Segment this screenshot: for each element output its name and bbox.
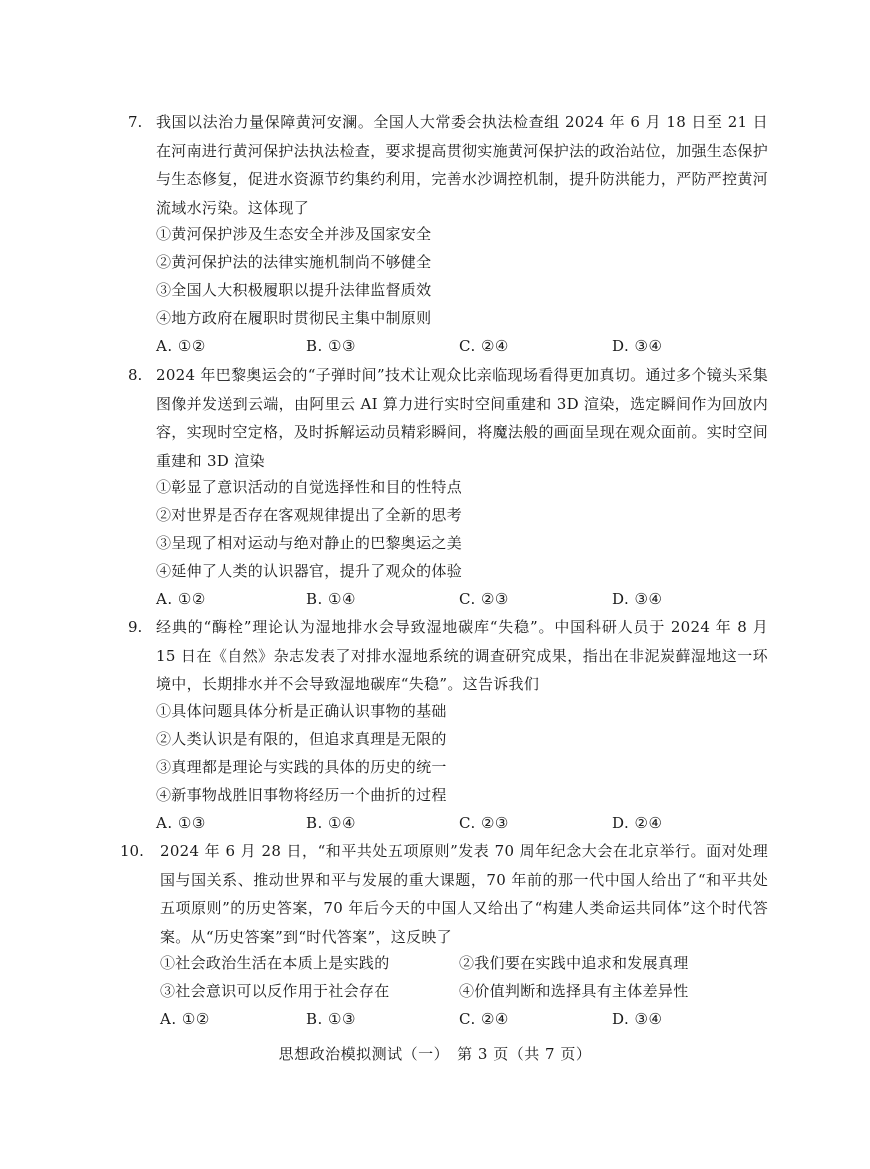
choice-d: D. ③④ (612, 1010, 663, 1028)
choice-d: D. ③④ (612, 590, 663, 608)
question-number: 9. (128, 618, 143, 636)
choice-a: A. ①② (156, 337, 206, 355)
choice-b: B. ①④ (306, 590, 356, 608)
question-number: 7. (128, 113, 143, 131)
statement-4: ④新事物战胜旧事物将经历一个曲折的过程 (156, 786, 447, 804)
choice-b: B. ①③ (306, 1010, 356, 1028)
choice-d: D. ②④ (612, 814, 663, 832)
choice-d: D. ③④ (612, 337, 663, 355)
statement-2: ②对世界是否存在客观规律提出了全新的思考 (156, 506, 463, 524)
question-stem: 经典的“酶栓”理论认为湿地排水会导致湿地碳库“失稳”。中国科研人员于 2024 年 8 月 15 日在《自然》杂志发表了对排水湿地系统的调查研究成果，指出在非泥炭藓湿地这一环境中，长期排水并不会导致湿地碳库“失稳”。这告诉我们 (156, 618, 768, 693)
question-stem: 2024 年巴黎奥运会的“子弹时间”技术让观众比亲临现场看得更加真切。通过多个镜头采集图像并发送到云端，由阿里云 AI 算力进行实时空间重建和 3D 渲染，选定瞬间作为回放内容，实现时空定格，及时拆解运动员精彩瞬间，将魔法般的画面呈现在观众面前。实时空间重建和 3D 渲染 (156, 366, 769, 470)
choice-c: C. ②③ (459, 590, 509, 608)
statement-2: ②黄河保护法的法律实施机制尚不够健全 (156, 253, 432, 271)
choice-a: A. ①② (160, 1010, 210, 1028)
statement-1: ①社会政治生活在本质上是实践的 (160, 954, 390, 972)
statement-3: ③社会意识可以反作用于社会存在 (160, 982, 390, 1000)
statement-1: ①彰显了意识活动的自觉选择性和目的性特点 (156, 478, 463, 496)
question-number: 10. (120, 842, 144, 860)
choice-c: C. ②④ (459, 337, 509, 355)
choice-c: C. ②③ (459, 814, 509, 832)
statement-3: ③呈现了相对运动与绝对静止的巴黎奥运之美 (156, 534, 463, 552)
statement-4: ④地方政府在履职时贯彻民主集中制原则 (156, 309, 432, 327)
question-stem: 我国以法治力量保障黄河安澜。全国人大常委会执法检查组 2024 年 6 月 18 日至 21 日在河南进行黄河保护法执法检查，要求提高贯彻实施黄河保护法的政治站位，加强生态保护与生态修复，促进水资源节约集约利用，完善水沙调控机制，提升防洪能力，严防严控黄河流域水污染。这体现了 (156, 113, 769, 217)
statement-3: ③全国人大积极履职以提升法律监督质效 (156, 281, 432, 299)
choice-a: A. ①③ (156, 814, 206, 832)
statement-2: ②我们要在实践中追求和发展真理 (459, 954, 689, 972)
statement-1: ①黄河保护涉及生态安全并涉及国家安全 (156, 225, 432, 243)
page-footer: 思想政治模拟测试（一） 第 3 页（共 7 页） (278, 1045, 592, 1063)
statement-1: ①具体问题具体分析是正确认识事物的基础 (156, 702, 447, 720)
statement-3: ③真理都是理论与实践的具体的历史的统一 (156, 758, 447, 776)
choice-b: B. ①④ (306, 814, 356, 832)
statement-2: ②人类认识是有限的，但追求真理是无限的 (156, 730, 447, 748)
choice-b: B. ①③ (306, 337, 356, 355)
choice-c: C. ②④ (459, 1010, 509, 1028)
statement-4: ④延伸了人类的认识器官，提升了观众的体验 (156, 562, 463, 580)
question-number: 8. (128, 366, 143, 384)
statement-4: ④价值判断和选择具有主体差异性 (459, 982, 689, 1000)
question-stem: 2024 年 6 月 28 日，“和平共处五项原则”发表 70 周年纪念大会在北京举行。面对处理国与国关系、推动世界和平与发展的重大课题，70 年前的那一代中国人给出了“和平共处五项原则”的历史答案，70 年后今天的中国人又给出了“构建人类命运共同体”这个时代答案。从“历史答案”到“时代答案”，这反映了 (160, 842, 768, 946)
choice-a: A. ①② (156, 590, 206, 608)
